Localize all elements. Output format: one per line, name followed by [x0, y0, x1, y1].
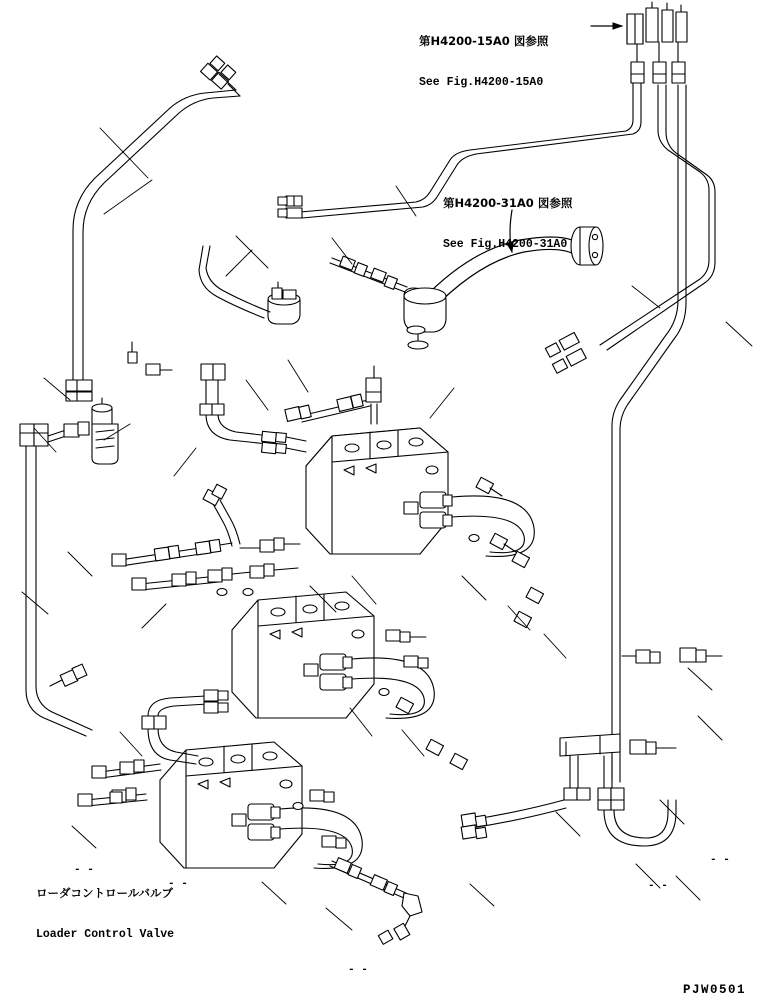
control-valve-upper — [306, 428, 452, 554]
control-valve-lower — [160, 742, 302, 868]
bottom-right-manifold — [461, 734, 676, 846]
svg-text:- -: - - — [648, 880, 668, 892]
reference-callout-h4200-31a0 — [443, 168, 572, 280]
svg-text:- -: - - — [168, 878, 188, 890]
tube-end-fittings-left-mid — [278, 196, 302, 218]
loader-control-valve-label-jp: ローダコントロールバルブ — [36, 886, 173, 900]
switch-hose — [199, 246, 270, 318]
loader-control-valve-label — [36, 858, 174, 970]
top-right-tube-assembly — [627, 2, 687, 83]
reference-callout-h4200-15a0 — [419, 6, 548, 118]
reference-callout-h4200-15a0-en: See Fig.H4200-15A0 — [419, 76, 544, 89]
svg-text:- -: - - — [74, 864, 94, 876]
top-left-tube-pair — [66, 56, 240, 401]
bottom-elbow-pipe — [330, 858, 422, 945]
left-lower-clamp — [50, 664, 87, 686]
reference-callout-h4200-15a0-jp: 第H4200-15A0 図参照 — [419, 34, 549, 48]
control-valve-middle — [232, 592, 374, 718]
mid-left-pipes — [112, 484, 300, 590]
pressure-switch — [268, 282, 300, 324]
svg-text:- -: - - — [348, 964, 368, 976]
svg-text:- -: - - — [710, 854, 730, 866]
drawing-number: PJW0501 — [682, 983, 746, 997]
reference-callout-h4200-31a0-en: See Fig.H4200-31A0 — [443, 238, 568, 251]
loader-control-valve-label-en: Loader Control Valve — [36, 928, 175, 941]
valve1-top-pipes — [285, 366, 381, 424]
reference-callout-h4200-31a0-jp: 第H4200-31A0 図参照 — [443, 196, 573, 210]
mid-straight-pipe — [330, 256, 407, 292]
tube-end-fittings-right-mid — [545, 332, 586, 373]
left-rail-hose — [20, 398, 118, 736]
bottom-right-fittings — [622, 648, 722, 663]
